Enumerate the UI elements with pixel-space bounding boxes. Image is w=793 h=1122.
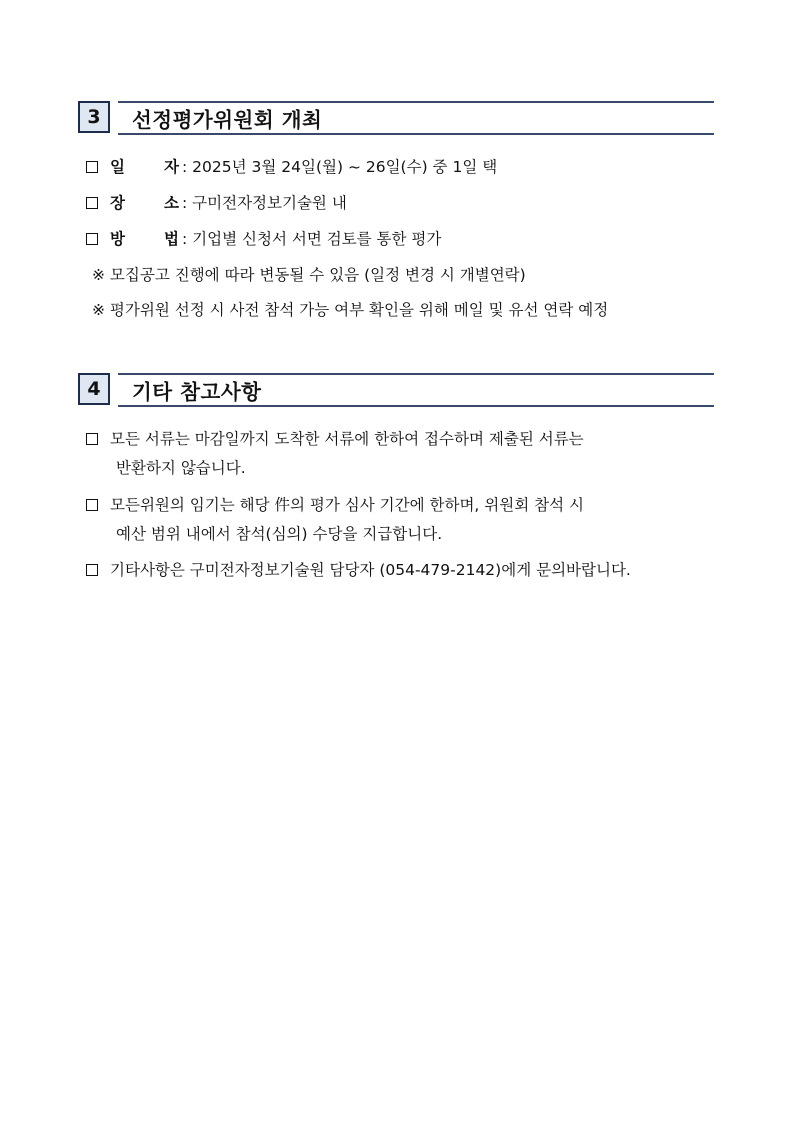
note-schedule: ※ 모집공고 진행에 따라 변동될 수 있음 (일정 변경 시 개별연락)	[92, 266, 526, 284]
item-text-continued: 예산 범위 내에서 참석(심의) 수당을 지급합니다.	[116, 525, 443, 543]
checkbox-icon	[86, 564, 98, 576]
section-title: 선정평가위원회 개최	[132, 108, 323, 132]
item-text: : 2025년 3월 24일(월) ~ 26일(수) 중 1일 택	[182, 158, 498, 176]
item-label: 방 법	[110, 230, 179, 248]
checkbox-icon	[86, 433, 98, 445]
section-number: 3	[78, 101, 110, 133]
item-text-continued: 반환하지 않습니다.	[116, 459, 246, 477]
section-4	[78, 373, 714, 593]
item-label: 일 자	[110, 158, 179, 176]
item-text: 모든 서류는 마감일까지 도착한 서류에 한하여 접수하며 제출된 서류는	[110, 430, 584, 448]
checkbox-icon	[86, 161, 98, 173]
list-item-method	[86, 227, 441, 249]
item-text: : 구미전자정보기술원 내	[182, 194, 347, 212]
section-3	[78, 101, 714, 341]
checkbox-icon	[86, 499, 98, 511]
section-title: 기타 참고사항	[132, 380, 262, 404]
checkbox-icon	[86, 197, 98, 209]
list-item-place	[86, 191, 347, 213]
item-text: : 기업별 신청서 서면 검토를 통한 평가	[182, 230, 442, 248]
note-contact: ※ 평가위원 선정 시 사전 참석 가능 여부 확인을 위해 메일 및 유선 연락 예정	[92, 301, 609, 319]
section-number: 4	[78, 373, 110, 405]
item-text: 모든위원의 임기는 해당 件의 평가 심사 기간에 한하며, 위원회 참석 시	[110, 496, 584, 514]
item-label: 장 소	[110, 194, 179, 212]
header-rule-bottom	[118, 405, 714, 407]
item-text: 기타사항은 구미전자정보기술원 담당자 (054-479-2142)에게 문의바랍니다.	[110, 561, 631, 579]
section-3-header	[78, 101, 714, 137]
list-item-documents	[86, 427, 584, 449]
header-rule-bottom	[118, 133, 714, 135]
list-item-term	[86, 493, 584, 515]
list-item-date	[86, 155, 497, 177]
checkbox-icon	[86, 233, 98, 245]
list-item-inquiry	[86, 558, 631, 580]
section-4-header	[78, 373, 714, 409]
